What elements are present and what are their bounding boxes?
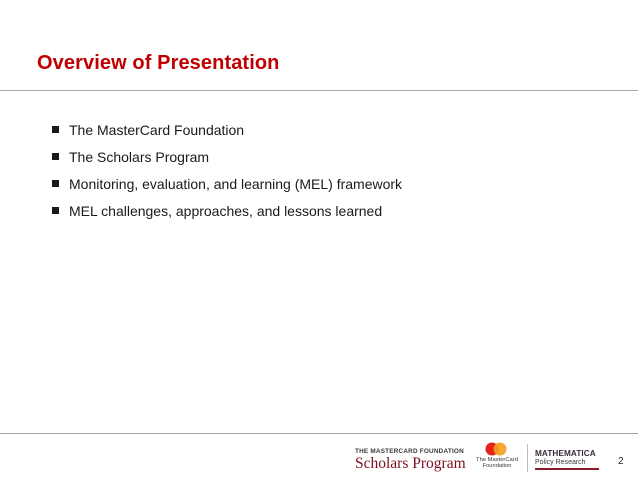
square-bullet-icon <box>52 126 59 133</box>
bullet-item <box>52 170 402 197</box>
mathematica-logo-tagline: Policy Research <box>535 459 586 466</box>
bullet-text: The MasterCard Foundation <box>69 121 245 138</box>
slide-title: Overview of Presentation <box>37 52 280 74</box>
bullet-item <box>52 197 402 224</box>
page-number: 2 <box>618 456 624 467</box>
bullet-item <box>52 116 402 143</box>
mastercard-circles-icon <box>485 442 507 456</box>
bullet-item <box>52 143 402 170</box>
mastercard-foundation-logo-text: The MasterCard Foundation <box>476 457 518 469</box>
mathematica-logo <box>535 449 599 470</box>
square-bullet-icon <box>52 153 59 160</box>
scholars-logo-big-text: Scholars Program <box>355 455 466 472</box>
mathematica-logo-name: MATHEMATICA <box>535 449 596 458</box>
title-divider <box>0 90 638 91</box>
square-bullet-icon <box>52 180 59 187</box>
scholars-logo-small-text: THE MASTERCARD FOUNDATION <box>355 448 464 455</box>
logo-divider <box>527 444 528 472</box>
bullet-text: MEL challenges, approaches, and lessons learned <box>69 202 383 219</box>
square-bullet-icon <box>52 207 59 214</box>
footer-divider <box>0 433 638 434</box>
bullet-text: The Scholars Program <box>69 148 210 165</box>
scholars-program-logo <box>355 448 467 473</box>
bullet-list <box>52 116 402 224</box>
bullet-text: Monitoring, evaluation, and learning (MEL) framework <box>69 175 403 192</box>
footer-logos <box>355 440 638 474</box>
mathematica-logo-bar <box>535 468 599 470</box>
